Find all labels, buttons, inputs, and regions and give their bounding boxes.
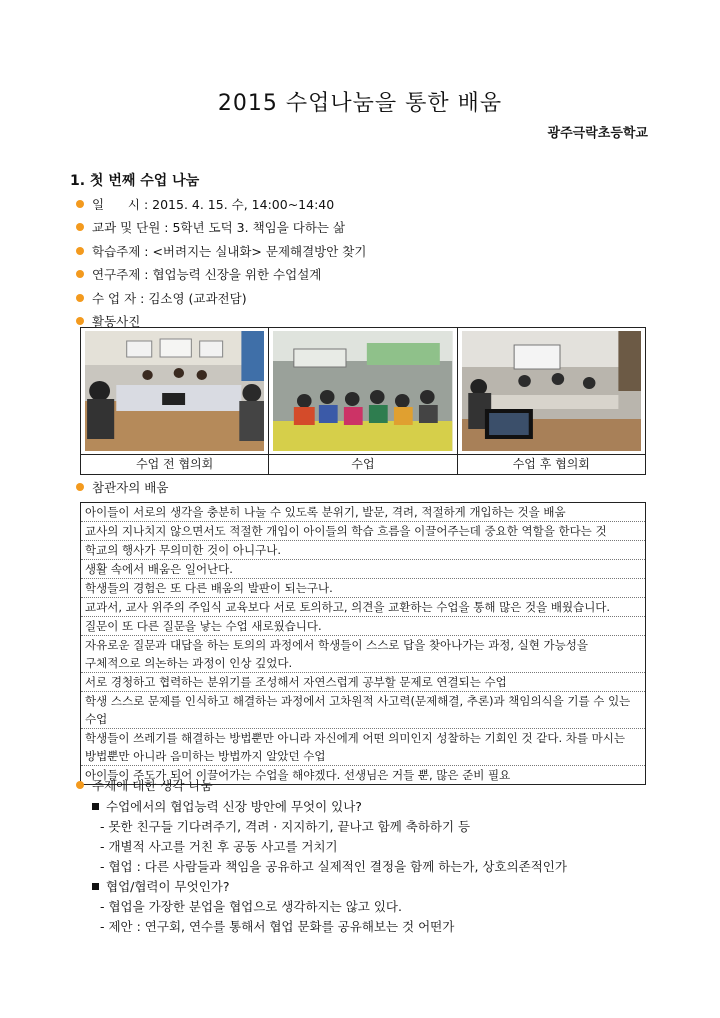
- discussion-answer: - 협업을 가장한 분업을 협업으로 생각하지는 않고 있다.: [100, 899, 402, 914]
- note-row: 교사의 지나치지 않으면서도 적절한 개입이 아이들의 학습 흐름을 이끌어주는데 중요한 역할을 한다는 것: [81, 522, 645, 541]
- info-photos-label: 활동사진: [76, 310, 656, 334]
- info-date: 일 시 : 2015. 4. 15. 수, 14:00~14:40: [76, 192, 656, 216]
- discussion-list: [92, 796, 652, 936]
- note-row: 서로 경청하고 협력하는 분위기를 조성해서 자연스럽게 공부할 문제로 연결되는 수업: [81, 673, 645, 692]
- photo-caption-class: 수업: [269, 455, 457, 474]
- bullet-icon: [76, 247, 84, 255]
- photo-caption-pre: 수업 전 협의회: [81, 455, 269, 474]
- square-bullet-icon: [92, 803, 99, 810]
- note-row: 학생들이 쓰레기를 해결하는 방법뿐만 아니라 자신에게 어떤 의미인지 성찰하는 기회인 것 같다. 차를 마시는 방법뿐만 아니라 음미하는 방법까지 알았던 수업: [81, 729, 645, 766]
- note-row: 아이들이 서로의 생각을 충분히 나눌 수 있도록 분위기, 발문, 격려, 적절하게 개입하는 것을 배움: [81, 503, 645, 522]
- bullet-icon: [76, 294, 84, 302]
- bullet-icon: [76, 223, 84, 231]
- photo-caption-post: 수업 후 협의회: [512, 457, 590, 471]
- participants-heading: 참관자의 배움: [76, 478, 168, 496]
- note-row: 학교의 행사가 무의미한 것이 아니구나.: [81, 541, 645, 560]
- note-row: 생활 속에서 배움은 일어난다.: [81, 560, 645, 579]
- photo-table: [80, 327, 646, 475]
- discussion-answer: - 못한 친구들 기다려주기, 격려 · 지지하기, 끝나고 함께 축하하기 등: [100, 819, 471, 834]
- bullet-icon: [76, 483, 84, 491]
- photo-pre-meeting: [85, 331, 264, 451]
- discussion-question: 협업/협력이 무엇인가?: [92, 876, 652, 896]
- discussion-answer: - 협업 : 다른 사람들과 책임을 공유하고 실제적인 결정을 함께 하는가, 상호의존적인가: [100, 859, 567, 874]
- discussion-heading: 주제에 대한 생각 나눔: [76, 776, 213, 794]
- participant-notes-table: [80, 502, 646, 785]
- note-row: 자유로운 질문과 대답을 하는 토의의 과정에서 학생들이 스스로 답을 찾아나가는 과정, 실현 가능성을 구체적으로 의논하는 과정이 인상 깊었다.: [81, 636, 645, 673]
- lesson-info-list: [76, 192, 656, 333]
- bullet-icon: [76, 200, 84, 208]
- bullet-icon: [76, 270, 84, 278]
- discussion-answer: - 제안 : 연구회, 연수를 통해서 협업 문화를 공유해보는 것 어떤가: [100, 919, 455, 934]
- info-research: 연구주제 : 협업능력 신장을 위한 수업설계: [76, 263, 656, 287]
- note-row: 교과서, 교사 위주의 주입식 교육보다 서로 토의하고, 의견을 교환하는 수업을 통해 많은 것을 배웠습니다.: [81, 598, 645, 617]
- square-bullet-icon: [92, 883, 99, 890]
- discussion-answer: - 개별적 사고를 거친 후 공동 사고를 거치기: [100, 839, 338, 854]
- info-teacher: 수 업 자 : 김소영 (교과전담): [76, 286, 656, 310]
- info-topic: 학습주제 : <버려지는 실내화> 문제해결방안 찾기: [76, 239, 656, 263]
- bullet-icon: [76, 781, 84, 789]
- info-subject: 교과 및 단원 : 5학년 도덕 3. 책임을 다하는 삶: [76, 216, 656, 240]
- bullet-icon: [76, 317, 84, 325]
- photo-class: [273, 331, 452, 451]
- note-row: 아이들이 주도가 되어 이끌어가는 수업을 해야겠다. 선생님은 거들 뿐, 많은 준비 필요: [85, 768, 511, 782]
- section-heading: 1. 첫 번째 수업 나눔: [70, 173, 200, 189]
- note-row: 질문이 또 다른 질문을 낳는 수업 새로웠습니다.: [81, 617, 645, 636]
- note-row: 학생 스스로 문제를 인식하고 해결하는 과정에서 고차원적 사고력(문제해결, 추론)과 책임의식을 기를 수 있는 수업: [81, 692, 645, 729]
- school-name: 광주극락초등학교: [547, 126, 648, 141]
- photo-post-meeting: [462, 331, 641, 451]
- note-row: 학생들의 경험은 또 다른 배움의 발판이 되는구나.: [81, 579, 645, 598]
- page-title: 2015 수업나눔을 통한 배움: [217, 91, 503, 116]
- discussion-question: 수업에서의 협업능력 신장 방안에 무엇이 있나?: [92, 796, 652, 816]
